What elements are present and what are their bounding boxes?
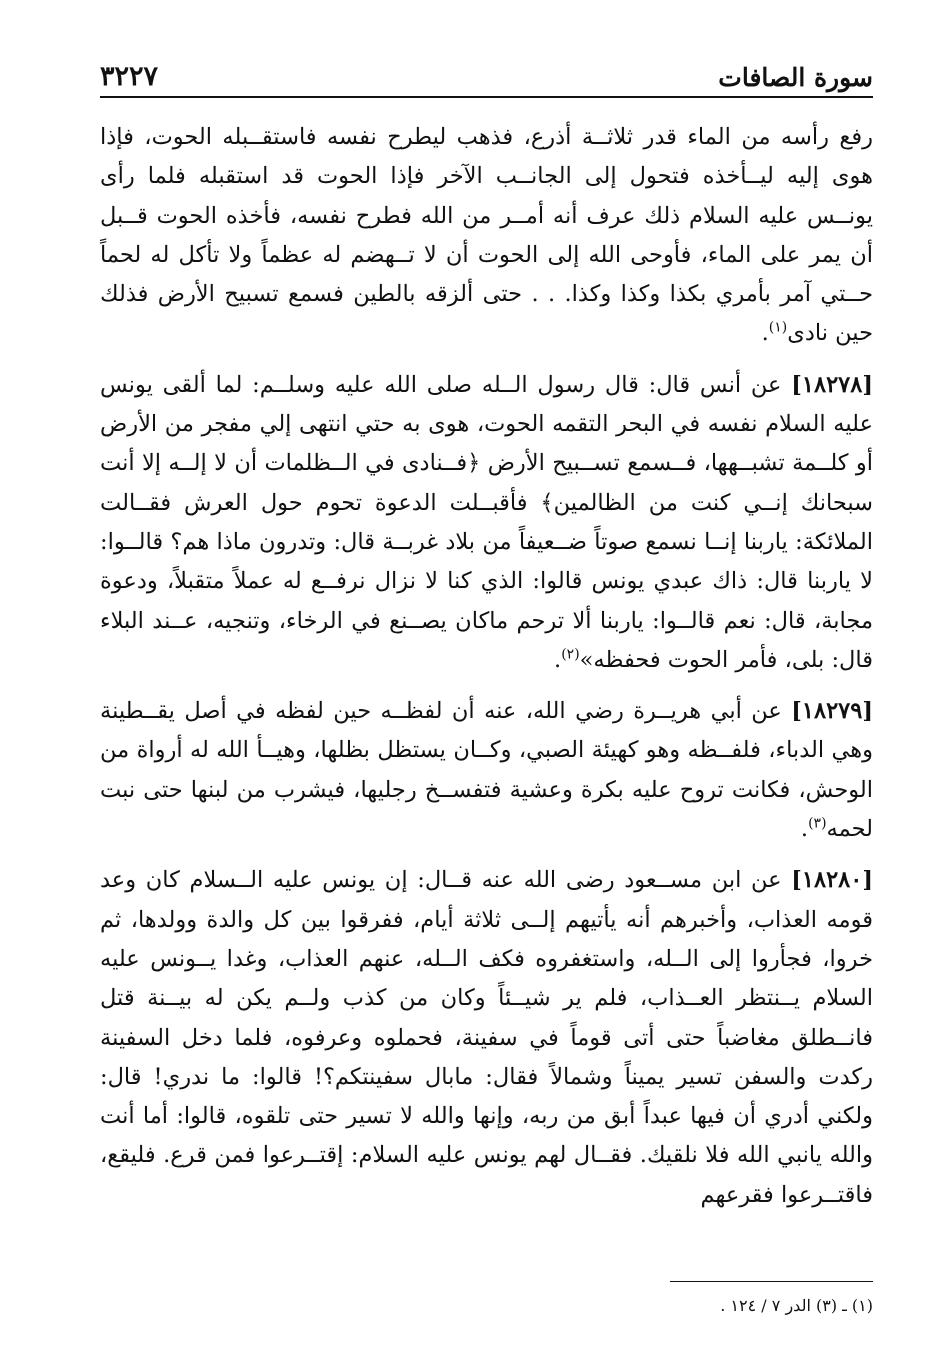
footnote-ref-1: (١) bbox=[768, 319, 788, 336]
page-body bbox=[100, 118, 873, 1215]
surah-title: سورة الصافات bbox=[718, 63, 873, 92]
intro-text: رفع رأسه من الماء قدر ثلاثــة أذرع، فذهب ليطرح نفسه فاستقــبله الحوت، فإذا هوى إليه ليــأخذه فتحول إلى الجانــب الآخر فإذا الحوت قد استقبله فلما رأى يونــس عليه السلام ذلك عرف أنه أمــر من الله فطرح نفسه، فأخذه الحوت قــبل أن يمر على الماء، فأوحى الله إلى الحوت أن لا تــهضم له عظماً ولا تأكل له لحماً حــتي آمر بأمري بكذا وكذا وكذا. . . حتى ألزقه بالطين فسمع تسبيح الأرض فذلك حين نادى bbox=[100, 124, 873, 347]
footnote-divider bbox=[670, 1281, 873, 1282]
hadith-number: [١٨٢٧٨] bbox=[791, 371, 873, 398]
footnote: (١) ـ (٣) الدر ٧ / ١٢٤ . bbox=[720, 1296, 873, 1315]
intro-paragraph: رفع رأسه من الماء قدر ثلاثــة أذرع، فذهب ليطرح نفسه فاستقــبله الحوت، فإذا هوى إليه ليــأخذه فتحول إلى الجانــب الآخر فإذا الحوت قد استقبله فلما رأى يونــس عليه السلام ذلك عرف أنه أمــر من الله فطرح نفسه، فأخذه الحوت قــبل أن يمر على الماء، فأوحى الله إلى الحوت أن لا تــهضم له عظماً ولا تأكل له لحماً حــتي آمر بأمري بكذا وكذا وكذا. . . حتى ألزقه بالطين فسمع تسبيح الأرض فذلك حين نادى$^{(١)}$. bbox=[100, 124, 873, 347]
hadith-text: عن أبي هريــرة رضي الله، عنه أن لفظــه حين لفظه في أصل يقــطينة وهي الدباء، فلفــظه وهو كهيئة الصبي، وكــان يستظل بظلها، وهيــأ الله له أرواة من الوحش، فكانت تروح عليه بكرة وعشية فتفســخ رجليها، فيشرب من لبنها حتى نبت لحمه bbox=[100, 698, 873, 843]
header-divider bbox=[100, 96, 873, 98]
hadith-text: عن ابن مســعود رضى الله عنه قــال: إن يونس عليه الــسلام كان وعد قومه العذاب، وأخبرهم أنه يأتيهم إلــى ثلاثة أيام، ففرقوا بين كل والدة وولدها، ثم خروا، فجأروا إلى الــله، واستغفروه فكف الــله، عنهم العذاب، وغدا يــونس عليه السلام يــنتظر العــذاب، فلم ير شيــئاً وكان من كذب ولــم يكن له بيــنة قتل فانــطلق مغاضباً حتى أتى قوماً في سفينة، فحملوه وعرفوه، فلما دخل السفينة ركدت والسفن تسير يميناً وشمالاً فقال: مابال سفينتكم؟! قالوا: ما ندري! قال: ولكني أدري أن فيها عبداً أبق من ربه، وإنها والله لا تسير حتى تلقوه، قالوا: أما أنت والله يانبي الله فلا نلقيك. فقــال لهم يونس عليه السلام: إقتــرعوا فمن قرع. فليقع، فاقتــرعوا فقرعهم bbox=[100, 867, 873, 1208]
hadith-number: [١٨٢٨٠] bbox=[791, 867, 873, 894]
hadith-number: [١٨٢٧٩] bbox=[791, 698, 873, 725]
footnote-ref-2: (٢) bbox=[561, 646, 580, 663]
hadith-text: عن أنس قال: قال رسول الــله صلى الله عليه وسلــم: لما ألقى يونس عليه السلام نفسه في البحر التقمه الحوت، هوى به حتي انتهى إلي مفجر من الأرض أو كلــمة تشبــهها، فــسمع تســبيح الأرض ﴿فــنادى في الــظلمات أن لا إلــه إلا أنت سبحانك إنــي كنت من الظالمين﴾ فأقبــلت الدعوة تحوم حول العرش فقــالت الملائكة: ياربنا إنــا نسمع صوتاً ضــعيفاً من بلاد غربــة قال: وتدرون ماذا هم؟ قالــوا: لا ياربنا قال: ذاك عبدي يونس قالوا: الذي كنا لا نزال نرفــع له عملاً متقبلاً، ودعوة مجابة، قال: نعم قالــوا: ياربنا ألا ترحم ماكان يصــنع في الرخاء، وتنجيه، عــند البلاء قال: بلى، فأمر الحوت فحفظه» bbox=[100, 371, 873, 673]
footnote-ref-3: (٣) bbox=[808, 815, 827, 832]
page-number: ٣٢٢٧ bbox=[100, 61, 159, 92]
hadith-18279: [١٨٢٧٩] عن أبي هريــرة رضي الله، عنه أن لفظــه حين لفظه في أصل يقــطينة وهي الدباء، فلفــظه وهو كهيئة الصبي، وكــان يستظل بظلها، وهيــأ الله له أرواة من الوحش، فكانت تروح عليه بكرة وعشية فتفســخ رجليها، فيشرب من لبنها حتى نبت لحمه$^{(٣)}$. bbox=[100, 698, 873, 843]
page-header bbox=[100, 52, 873, 92]
hadith-18278: [١٨٢٧٨] عن أنس قال: قال رسول الــله صلى الله عليه وسلــم: لما ألقى يونس عليه السلام نفسه في البحر التقمه الحوت، هوى به حتي انتهى إلي مفجر من الأرض أو كلــمة تشبــهها، فــسمع تســبيح الأرض ﴿فــنادى في الــظلمات أن لا إلــه إلا أنت سبحانك إنــي كنت من الظالمين﴾ فأقبــلت الدعوة تحوم حول العرش فقــالت الملائكة: ياربنا إنــا نسمع صوتاً ضــعيفاً من بلاد غربــة قال: وتدرون ماذا هم؟ قالــوا: لا ياربنا قال: ذاك عبدي يونس قالوا: الذي كنا لا نزال نرفــع له عملاً متقبلاً، ودعوة مجابة، قال: نعم قالــوا: ياربنا ألا ترحم ماكان يصــنع في الرخاء، وتنجيه، عــند البلاء قال: بلى، فأمر الحوت فحفظه»$^{(٢)}$. bbox=[100, 371, 873, 673]
hadith-18280 bbox=[100, 861, 873, 1215]
